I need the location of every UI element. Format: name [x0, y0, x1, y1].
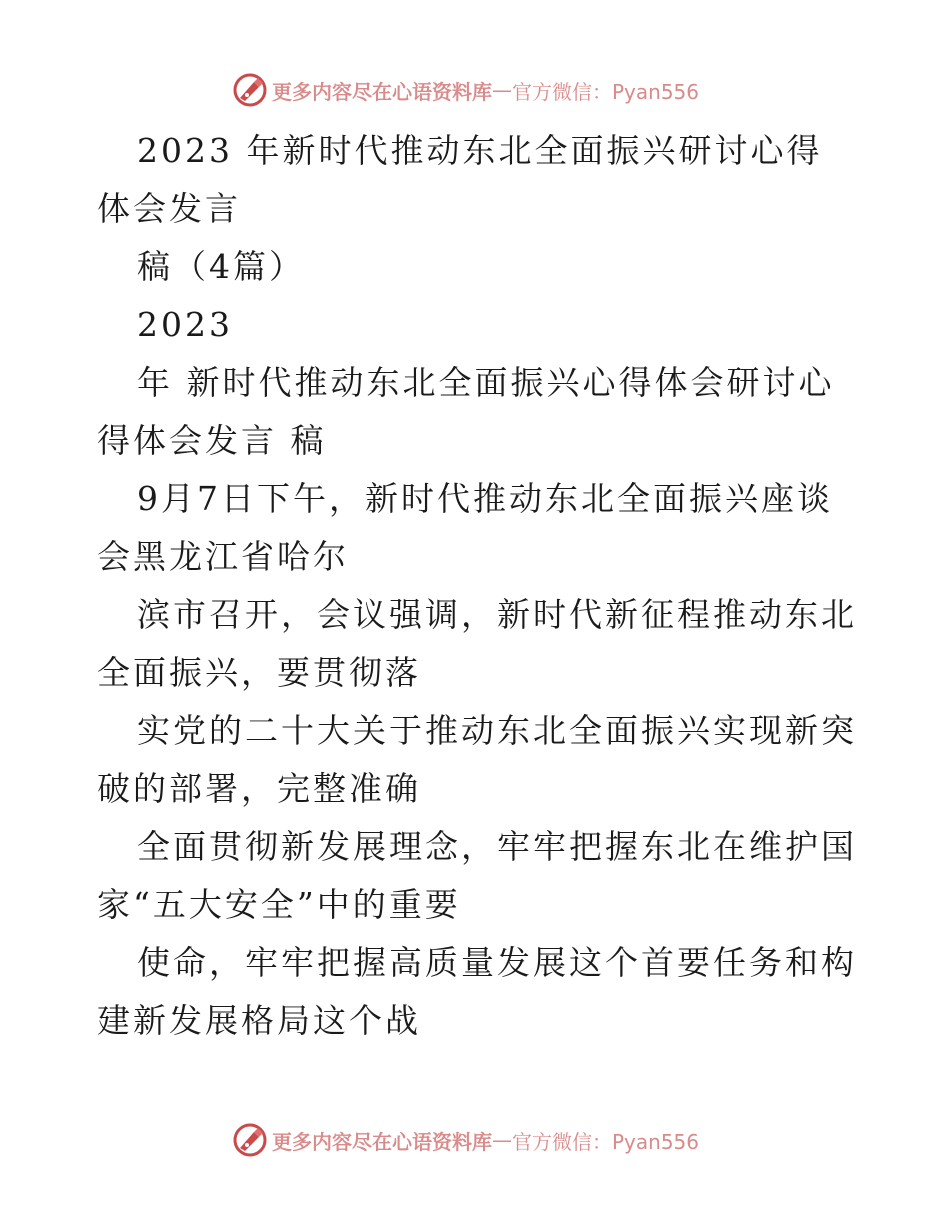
- watermark-separator: —: [492, 1128, 512, 1152]
- footer-watermark-banner: [232, 1120, 699, 1160]
- body-paragraph: 全面贯彻新发展理念，牢牢把握东北在维护国家“五大安全”中的重要: [97, 827, 857, 924]
- watermark-text: 更多内容尽在心语资料库: [272, 79, 492, 104]
- title-line-2: 稿（4篇）: [137, 247, 305, 286]
- watermark-wechat: 官方微信：Pyan556: [512, 1129, 700, 1154]
- body-paragraph: 滨市召开，会议强调，新时代新征程推动东北全面振兴，要贯彻落: [97, 595, 857, 692]
- watermark-wechat: 官方微信：Pyan556: [512, 79, 700, 104]
- document-body: [97, 122, 857, 1050]
- body-paragraph: 实党的二十大关于推动东北全面振兴实现新突破的部署，完整准确: [97, 711, 857, 808]
- header-watermark-banner: [232, 70, 699, 110]
- body-paragraph: 9月7日下午，新时代推动东北全面振兴座谈会黑龙江省哈尔: [97, 479, 833, 576]
- subtitle-year: 2023: [137, 305, 233, 344]
- pen-nib-logo-icon: [232, 1122, 268, 1158]
- subtitle-text: 年 新时代推动东北全面振兴心得体会研讨心得体会发言 稿: [97, 363, 835, 460]
- body-paragraph: 使命，牢牢把握高质量发展这个首要任务和构建新发展格局这个战: [97, 943, 857, 1040]
- title-line-1: 2023 年新时代推动东北全面振兴研讨心得体会发言: [97, 131, 823, 228]
- pen-nib-logo-icon: [232, 72, 268, 108]
- watermark-separator: —: [492, 78, 512, 102]
- watermark-text: 更多内容尽在心语资料库: [272, 1129, 492, 1154]
